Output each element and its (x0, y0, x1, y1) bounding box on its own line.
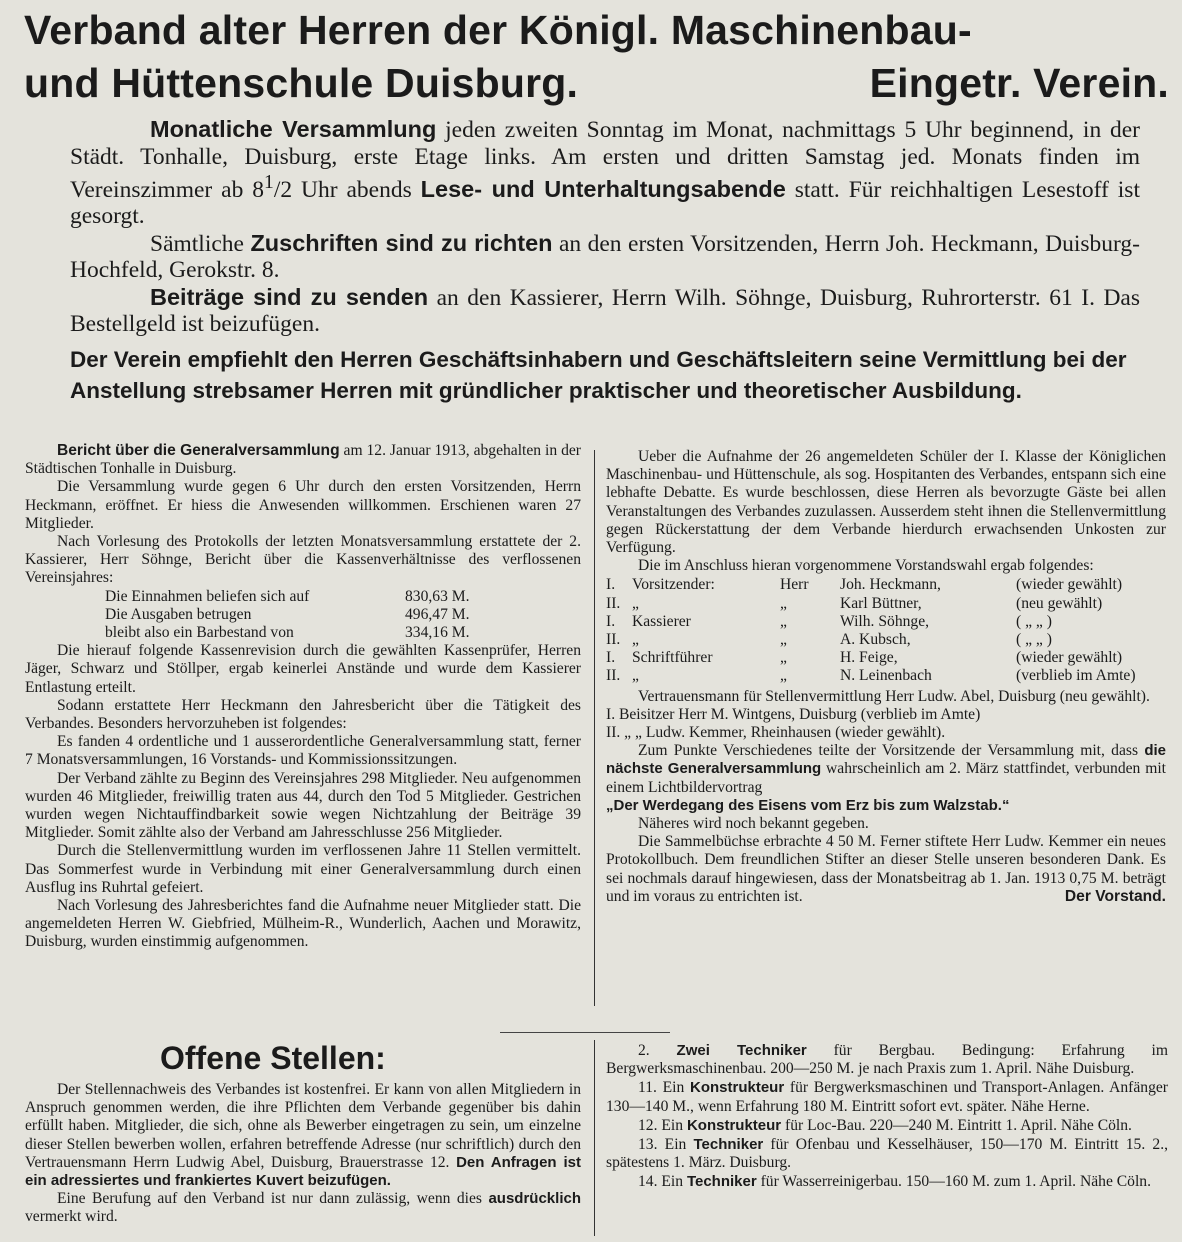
offene-text: Der Stellennachweis des Verbandes ist kostenfrei. Er kann von allen Mitgliedern in Anspruch genommen werden, die ihre Pflichten dem Verbande gegenüber bis dahin erfüllt haben. Mitglieder, die sich, ohne als Bewerber eingetragen zu sein, um einzelne dieser Stellen bewerben wollen, erfahren betreffende Adresse (nur schriftlich) durch den Vertrauensmann Herrn Ludwig Abel, Duisburg, Brauerstrasse 12. (25, 1081, 581, 1171)
recommendation-notice (70, 344, 1140, 406)
board-role: Kassierer (632, 612, 691, 630)
title-line-2 (24, 57, 1169, 110)
board-role: Vorsitzender: (632, 576, 715, 594)
finance-table (105, 588, 581, 643)
board-num: I. (606, 612, 616, 630)
board-name: Joh. Heckmann, (840, 576, 941, 594)
report-paragraph: Die im Anschluss hieran vorgenommene Vorstandswahl ergab folgendes: (638, 557, 1094, 575)
board-name: Wilh. Söhnge, (840, 612, 930, 630)
report-paragraph (606, 742, 1166, 797)
report-text: am 12. Januar 1913, abgehalten in der Städtischen Tonhalle in Duisburg. (25, 442, 581, 478)
lecture-title: „Der Werdegang des Eisens vom Erz bis zum Walzstab.“ (606, 796, 1010, 814)
report-paragraph: Sodann erstattete Herr Heckmann den Jahresbericht über die Tätigkeit des Verbandes. Besonders hervorzuheben ist folgendes: (25, 696, 581, 733)
report-paragraph: II. „ „ Ludw. Kemmer, Rheinhausen (wieder gewählt). (606, 724, 946, 742)
job-listings (606, 1042, 1168, 1193)
offene-paragraph (25, 1081, 581, 1190)
report-paragraph (606, 833, 1166, 906)
board-role: „ (632, 631, 639, 649)
report-paragraph: Näheres wird noch bekannt gegeben. (638, 815, 869, 833)
report-paragraph: Vertrauensmann für Stellenvermittlung Herr Ludw. Abel, Duisburg (neu gewählt). (638, 687, 1150, 705)
intro-text: Sämtliche (150, 230, 251, 257)
board-name: A. Kubsch, (840, 631, 911, 649)
board-note: (verblieb im Amte) (1016, 667, 1136, 685)
intro-text: jeden zweiten Sonntag im Monat, nachmittags 5 Uhr beginnend, in der Städt. Tonhalle, Duisburg, erste Etage links. Am ersten und dritten Samstag jed. Monats finden im Vereinszimmer ab 8 (70, 117, 1140, 203)
column-divider (594, 450, 595, 1006)
report-paragraph: Die Versammlung wurde gegen 6 Uhr durch den ersten Vorsitzenden, Herrn Heckmann, eröffnet. Er hiess die Anwesenden willkommen. Erschienen waren 27 Mitglieder. (25, 478, 581, 532)
report-paragraph: Ueber die Aufnahme der 26 angemeldeten Schüler der I. Klasse der Königlichen Maschinenbau- und Hüttenschule, als sog. Hospitanten des Verbandes, entspann sich eine lebhafte Debatte. Es wurde beschlossen, diese Herren als bevorzugte Gäste bei allen Veranstaltungen des Verbandes zuzulassen. Ausserdem steht ihnen die Stellenvermittlung gegen Rückerstattung der dem Verbande hierdurch erwachsenden Unkosten zur Verfügung. (606, 448, 1166, 557)
general-assembly-report (25, 442, 581, 952)
board-row (606, 667, 1166, 685)
job-listing (606, 1173, 1168, 1191)
monthly-meeting-label: Monatliche Versammlung (150, 116, 437, 142)
job-title: Techniker (693, 1136, 764, 1154)
job-number: 13. Ein (638, 1136, 694, 1154)
fees-label: Beiträge sind zu senden (150, 283, 429, 310)
job-title: Konstrukteur (690, 1079, 785, 1097)
report-text: Zum Punkte Verschiedenes teilte der Vorsitzende der Versammlung mit, dass (638, 742, 1145, 760)
board-row (606, 576, 1166, 594)
job-listing (606, 1136, 1168, 1172)
board-herr: Herr (780, 576, 809, 594)
report-text: wahrscheinlich am 2. März stattfindet, verbunden mit einem Lichtbildervortrag (606, 760, 1166, 796)
recommendation-text: Der Verein empfiehlt den Herren Geschäftsinhabern und Geschäftsleitern seine Vermittlung bei der Anstellung strebsamer Herren mit gründlicher praktischer und theoretischer Ausbildung. (70, 347, 1127, 403)
intro-text: an den ersten Vorsitzenden, Herrn Joh. Heckmann, Duisburg-Hochfeld, Gerokstr. 8. (70, 230, 1140, 284)
board-herr: „ (780, 631, 787, 649)
board-name: N. Leinenbach (840, 667, 932, 685)
job-title: Konstrukteur (686, 1116, 782, 1134)
job-description: für Wasserreinigerbau. 150—160 M. zum 1. April. Nähe Cöln. (756, 1173, 1151, 1191)
job-listing (606, 1042, 1168, 1078)
fraction-numerator: 1 (264, 172, 274, 193)
intro-text: Uhr abends (292, 176, 421, 203)
offene-stellen-intro (25, 1081, 581, 1227)
intro-section (70, 116, 1140, 338)
column-divider (594, 1040, 595, 1236)
intro-text: an den Kassierer, Herrn Wilh. Söhnge, Duisburg, Ruhrorterstr. 61 I. Das Bestellgeld ist beizufügen. (70, 284, 1141, 338)
report-text: Die Sammelbüchse erbrachte 4 50 M. Ferner stiftete Herr Ludw. Kemmer ein neues Protokollbuch. Dem freundlichen Stifter an dieser Stelle unseren besonderen Dank. Es sei nochmals darauf hingewiesen, dass der Monatsbeitrag ab 1. Jan. 1913 0,75 M. beträgt und im voraus zu entrichten ist. (606, 833, 1166, 905)
job-number: 12. Ein (638, 1116, 687, 1134)
report-paragraph: I. Beisitzer Herr M. Wintgens, Duisburg (verblieb im Amte) (606, 705, 981, 723)
board-num: I. (606, 576, 616, 594)
board-row (606, 613, 1166, 631)
page-title (24, 4, 1169, 110)
board-note: (wieder gewählt) (1016, 649, 1123, 667)
next-assembly-label: die nächste Generalversammlung (606, 742, 1166, 778)
finance-value: 334,16 M. (405, 624, 470, 642)
job-title: Techniker (686, 1173, 757, 1191)
offene-text: vermerkt wird. (25, 1208, 118, 1226)
finance-label: Die Ausgaben betrugen (105, 605, 252, 623)
board-role: „ (632, 594, 639, 612)
finance-value: 830,63 M. (405, 587, 470, 605)
job-title: Zwei Techniker (676, 1042, 807, 1059)
report-paragraph: Der Verband zählte zu Beginn des Vereinsjahres 298 Mitglieder. Neu aufgenommen wurden 46 Mitglieder, freiwillig traten aus 44, durch den Tod 5 Mitglieder. Gestrichen wurden wegen Nichtauffindbarkeit sowie wegen Nichtzahlung der Beiträge 39 Mitglieder. Somit zählte also der Verband am Jahresschlusse 256 Mitglieder. (25, 769, 581, 842)
reading-evenings-label: Lese- und Unterhaltungsabende (420, 175, 786, 202)
board-herr: „ (780, 667, 787, 685)
finance-value: 496,47 M. (405, 605, 470, 623)
job-number: 14. Ein (638, 1173, 687, 1191)
board-num: II. (606, 594, 621, 612)
job-number: 11. Ein (638, 1079, 690, 1097)
section-divider (500, 1032, 670, 1033)
offene-paragraph (25, 1190, 581, 1226)
report-paragraph: Nach Vorlesung des Jahresberichtes fand die Aufnahme neuer Mitglieder statt. Die angemeldeten Herren W. Giebfried, Mülheim-R., Wunderlich, Aachen und Morawitz, Duisburg, wurden einstimmig aufgenommen. (25, 897, 581, 951)
signature: Der Vorstand. (1064, 887, 1166, 905)
report-title: Bericht über die Generalversammlung (57, 442, 340, 459)
title-line-2a: und Hüttenschule Duisburg. (24, 60, 579, 106)
finance-label: Die Einnahmen beliefen sich auf (105, 587, 310, 605)
board-name: H. Feige, (840, 649, 898, 667)
job-description: für Ofenbau und Kesselhäuser, 150—170 M. Eintritt 15. 2., spätestens 1. März. Duisburg. (606, 1136, 1168, 1172)
intro-correspondence (70, 230, 1140, 284)
board-note: ( „ „ ) (1016, 612, 1052, 630)
emphasis-word: ausdrücklich (488, 1190, 581, 1208)
board-election-table (606, 576, 1166, 685)
report-paragraph: Nach Vorlesung des Protokolls der letzten Monatsversammlung erstattete der 2. Kassierer, Herr Söhnge, Bericht über die Kassenverhältnisse des verflossenen Vereinsjahres: (25, 533, 581, 587)
board-role: Schriftführer (632, 649, 713, 667)
intro-fees (70, 284, 1140, 338)
board-role: „ (632, 667, 639, 685)
report-continuation (606, 448, 1166, 906)
board-note: (wieder gewählt) (1016, 576, 1123, 594)
board-row (606, 631, 1166, 649)
job-listing (606, 1079, 1168, 1115)
job-listing (606, 1117, 1168, 1135)
board-row (606, 595, 1166, 613)
intro-text: statt. Für reichhaltigen Lesestoff ist gesorgt. (70, 176, 1140, 230)
offene-stellen-title: Offene Stellen: (160, 1040, 386, 1076)
board-note: ( „ „ ) (1016, 631, 1052, 649)
board-note: (neu gewählt) (1016, 594, 1103, 612)
report-paragraph: Es fanden 4 ordentliche und 1 ausserordentliche Generalversammlung statt, ferner 7 Monatsversammlungen, 16 Vorstands- und Kommissionssitzungen. (25, 733, 581, 769)
correspondence-label: Zuschriften sind zu richten (250, 229, 553, 256)
fraction-denominator: /2 (273, 176, 293, 203)
job-description: für Loc-Bau. 220—240 M. Eintritt 1. April. Nähe Cöln. (781, 1116, 1132, 1134)
report-paragraph: Die hierauf folgende Kassenrevision durch die gewählten Kassenprüfer, Herren Jäger, Schwarz und Stöllper, ergab keinerlei Anstände und wurde dem Kassierer Entlastung erteilt. (25, 642, 581, 696)
finance-label: bleibt also ein Barbestand von (105, 624, 294, 642)
board-herr: „ (780, 649, 787, 667)
offene-text: Eine Berufung auf den Verband ist nur dann zulässig, wenn dies (57, 1190, 489, 1208)
title-line-1: Verband alter Herren der Königl. Maschinenbau- (24, 7, 972, 53)
job-number: 2. (638, 1042, 677, 1059)
title-line-2b: Eingetr. Verein. (869, 60, 1169, 106)
report-intro (25, 442, 581, 478)
board-num: II. (606, 631, 621, 649)
job-description: für Bergwerksmaschinen und Transport-Anlagen. Anfänger 130—140 M., wenn Erfahrung 180 M. Eintritt sofort evt. später. Nähe Herne. (606, 1079, 1168, 1115)
board-num: I. (606, 649, 616, 667)
envelope-notice: Den Anfragen ist ein adressiertes und frankiertes Kuvert beizufügen. (25, 1153, 581, 1190)
board-herr: „ (780, 612, 787, 630)
board-num: II. (606, 667, 621, 685)
job-description: für Bergbau. Bedingung: Erfahrung im Bergwerksmaschinenbau. 200—250 M. je nach Praxis zum 1. April. Nähe Duisburg. (606, 1042, 1169, 1078)
board-name: Karl Büttner, (840, 594, 922, 612)
board-herr: „ (780, 594, 787, 612)
board-row (606, 649, 1166, 667)
intro-meetings (70, 116, 1140, 230)
report-paragraph: Durch die Stellenvermittlung wurden im verflossenen Jahre 11 Stellen vermittelt. Das Sommerfest wurde in Verbindung mit einer Generalversammlung durch einen Ausflug ins Ruhrtal gefeiert. (25, 842, 581, 896)
